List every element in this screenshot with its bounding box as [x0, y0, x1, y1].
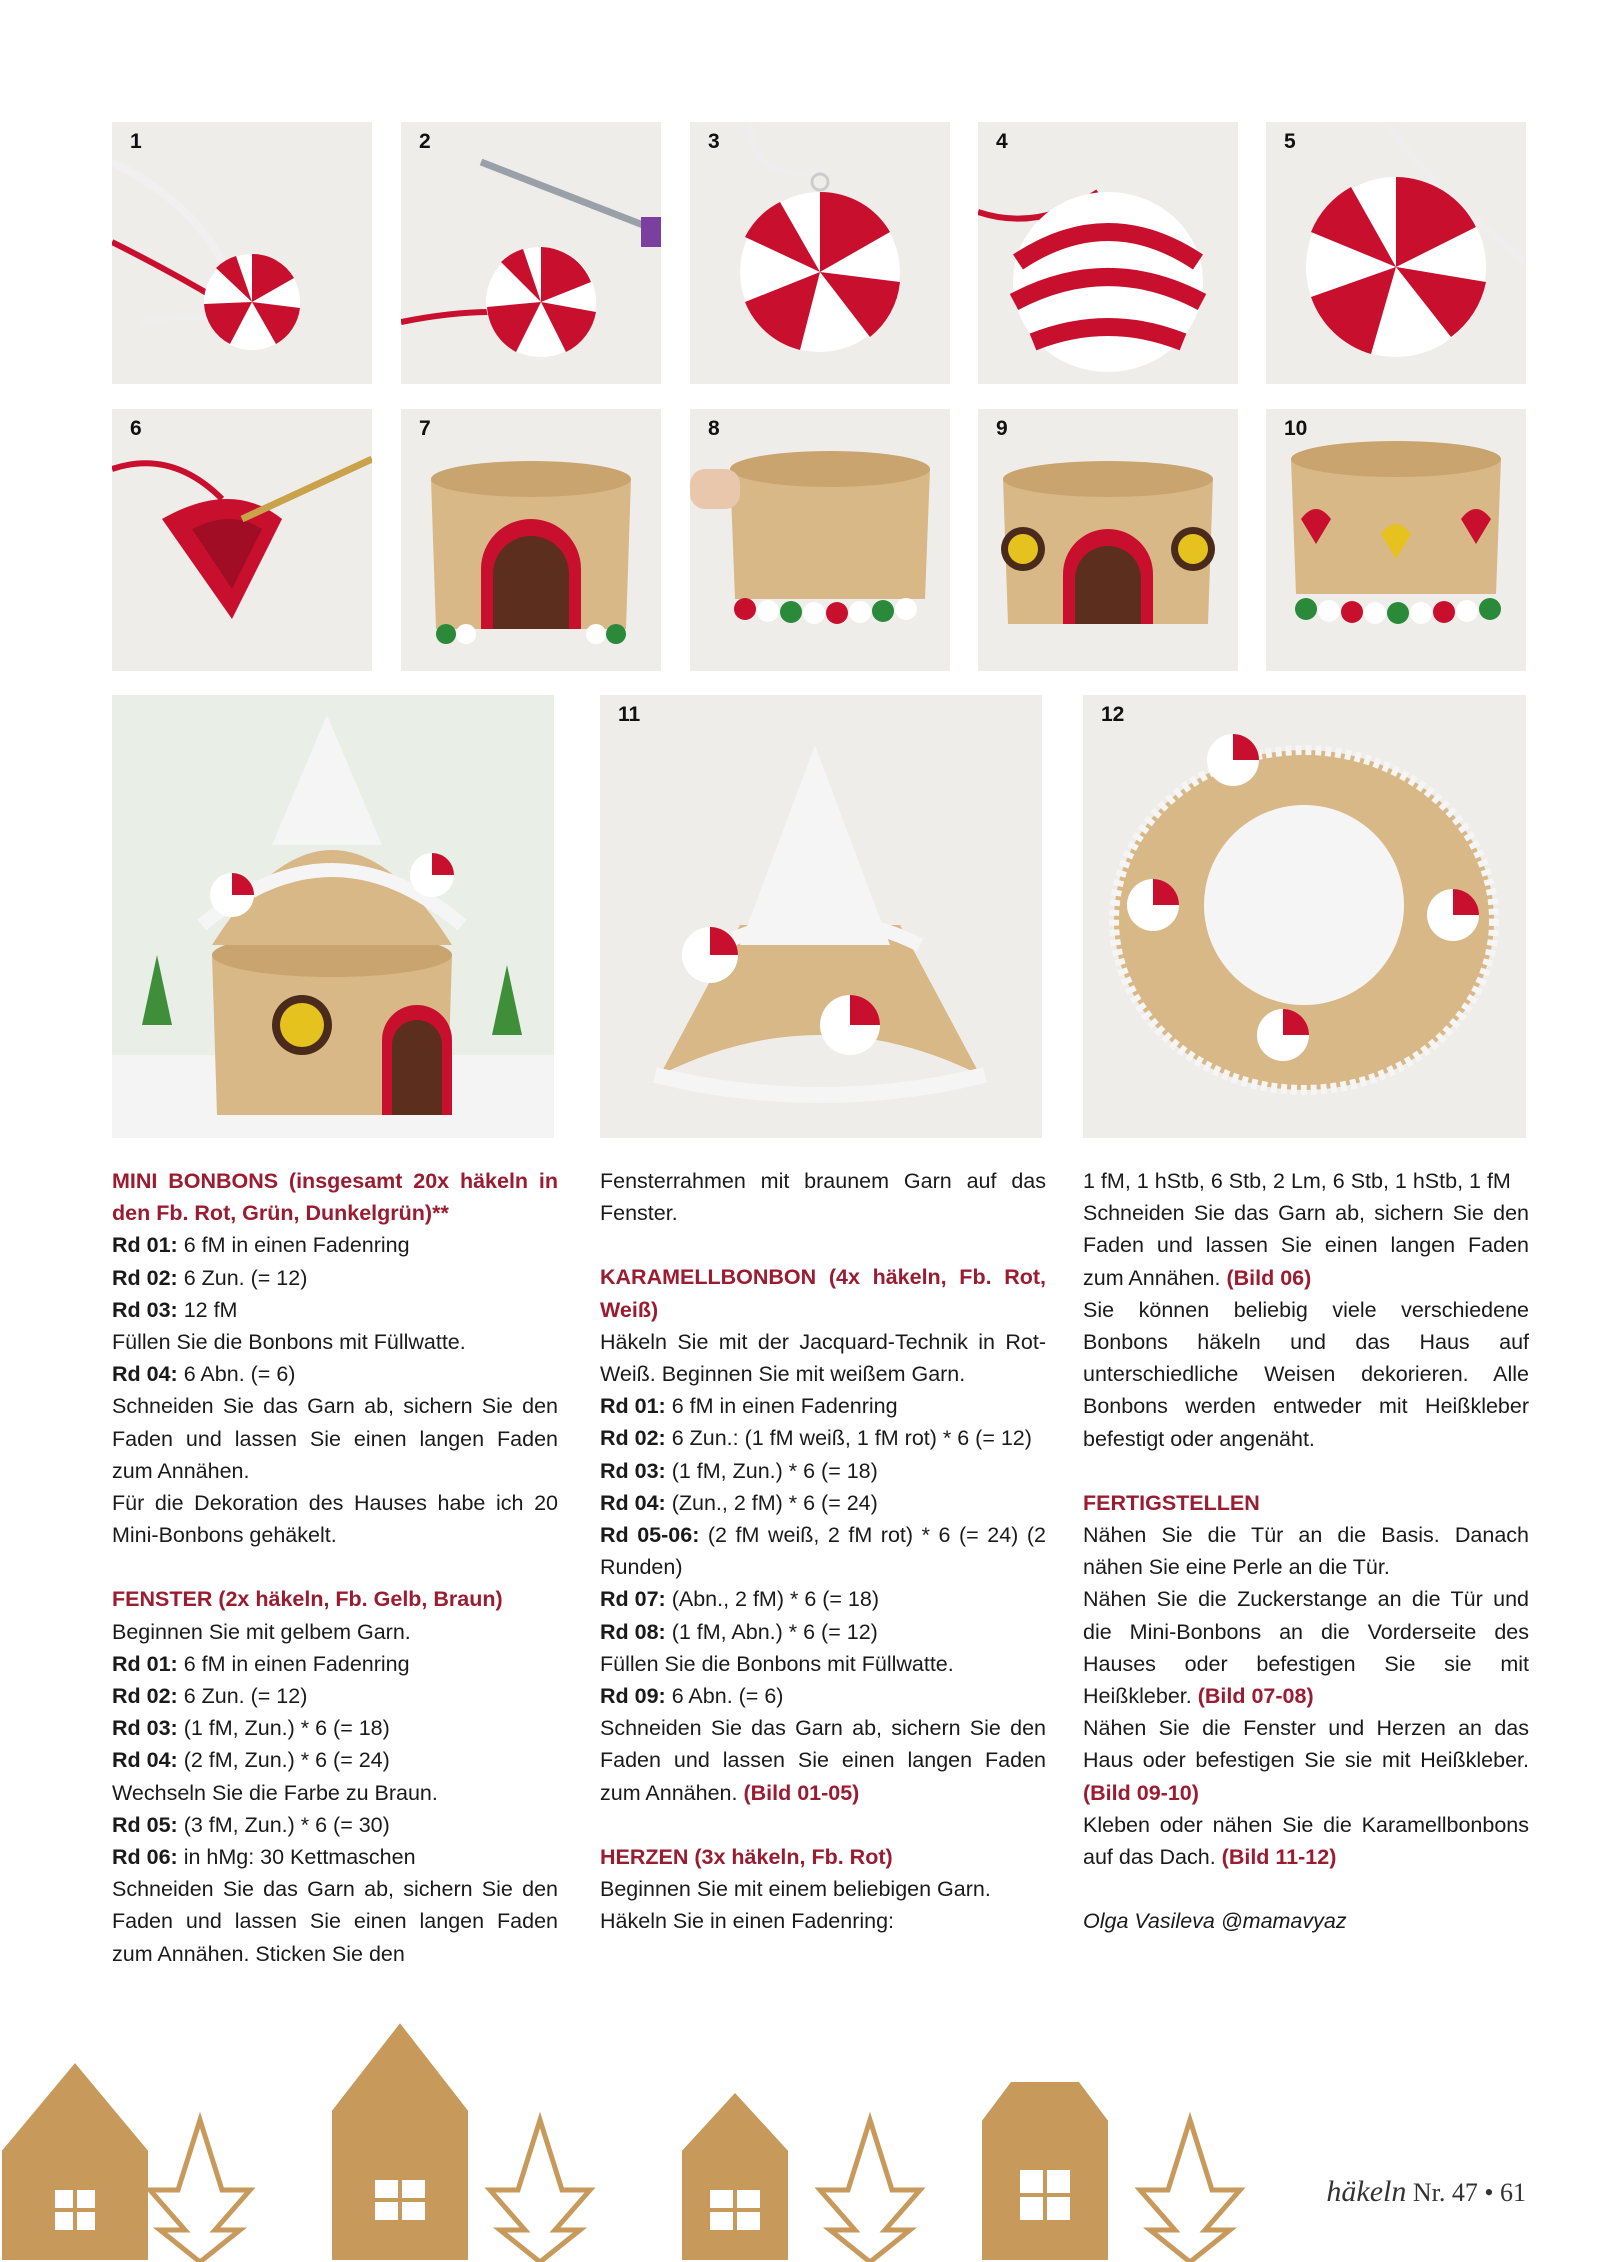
instruction-text: Füllen Sie die Bonbons mit Füllwatte.: [112, 1330, 466, 1355]
photo-main: [112, 695, 554, 1138]
photo-3: [690, 122, 950, 384]
photo-number: 8: [708, 417, 720, 440]
instruction-row: Rd 04: (Zun., 2 fM) * 6 (= 24): [600, 1490, 878, 1515]
instruction-row: Rd 07: (Abn., 2 fM) * 6 (= 18): [600, 1587, 880, 1612]
image-reference: (Bild 06): [1226, 1265, 1312, 1290]
instruction-text: Schneiden Sie das Garn ab, sichern Sie den Faden und lassen Sie einen langen Faden zum Annähen. Sticken Sie den: [112, 1877, 558, 1966]
photo-7: [401, 409, 661, 671]
base-windows-image: [978, 409, 1238, 671]
photo-number: 3: [708, 130, 720, 153]
photo-2: [401, 122, 661, 384]
candy-round-image: [690, 122, 950, 384]
photo-4: [978, 122, 1238, 384]
instruction-row: Rd 03: (1 fM, Zun.) * 6 (= 18): [112, 1716, 390, 1741]
photo-number: 5: [1284, 130, 1296, 153]
photo-number: 1: [130, 130, 142, 153]
candy-finished-image: [1266, 122, 1526, 384]
photo-6: [112, 409, 372, 671]
instruction-text: Häkeln Sie in einen Fadenring:: [600, 1909, 895, 1934]
instruction-row: Rd 02: 6 Zun. (= 12): [112, 1265, 308, 1290]
instruction-row: Rd 01: 6 fM in einen Fadenring: [600, 1394, 898, 1419]
image-reference: (Bild 01-05): [743, 1780, 860, 1805]
instruction-row: Rd 01: 6 fM in einen Fadenring: [112, 1651, 410, 1676]
page-number: 61: [1500, 2178, 1526, 2207]
roof-top-image: [1083, 695, 1526, 1138]
photo-10: [1266, 409, 1526, 671]
section-heading-mini-bonbons: MINI BONBONS (insgesamt 20x häkeln in den Fb. Rot, Grün, Dunkelgrün)**: [112, 1169, 558, 1226]
instruction-row: Rd 04: 6 Abn. (= 6): [112, 1362, 296, 1387]
instruction-row: Rd 03: (1 fM, Zun.) * 6 (= 18): [600, 1458, 878, 1483]
image-reference: (Bild 07-08): [1197, 1684, 1314, 1709]
photo-9: [978, 409, 1238, 671]
photo-number: 9: [996, 417, 1008, 440]
instruction-text: Nähen Sie die Fenster und Herzen an das Haus oder befestigen Sie sie mit Heißkleber. (Bild 09-10): [1083, 1716, 1529, 1805]
instruction-text: Kleben oder nähen Sie die Karamellbonbons auf das Dach. (Bild 11-12): [1083, 1812, 1529, 1870]
photo-number: 2: [419, 130, 431, 153]
instruction-row: Rd 02: 6 Zun. (= 12): [112, 1684, 308, 1709]
section-heading-karamellbonbon: KARAMELLBONBON (4x häkeln, Fb. Rot, Weiß): [600, 1265, 1046, 1322]
photo-12: [1083, 695, 1526, 1138]
gingerbread-border-illustration: [0, 2000, 1300, 2262]
instruction-row: Rd 05: (3 fM, Zun.) * 6 (= 30): [112, 1812, 390, 1837]
base-door-image: [401, 409, 661, 671]
instruction-row: Rd 02: 6 Zun.: (1 fM weiß, 1 fM rot) * 6 (= 12): [600, 1426, 1032, 1451]
page-footer: [1326, 2175, 1526, 2209]
instruction-text: Für die Dekoration des Hauses habe ich 20 Mini-Bonbons gehäkelt.: [112, 1491, 558, 1548]
photo-11: [600, 695, 1042, 1138]
instruction-row: Rd 01: 6 fM in einen Fadenring: [112, 1233, 410, 1258]
instruction-row: Rd 06: in hMg: 30 Kettmaschen: [112, 1845, 416, 1870]
instruction-text: Schneiden Sie das Garn ab, sichern Sie den Faden und lassen Sie einen langen Faden zum Annähen. (Bild 06): [1083, 1201, 1529, 1290]
instruction-row: Rd 05-06: (2 fM weiß, 2 fM rot) * 6 (= 24) (2 Runden): [600, 1523, 1046, 1580]
instruction-text: Beginnen Sie mit einem beliebigen Garn.: [600, 1877, 991, 1902]
roof-side-image: [600, 695, 1042, 1138]
photo-number: 10: [1284, 417, 1308, 440]
footer-bullet: •: [1484, 2178, 1494, 2207]
candy-hook-image: [401, 122, 661, 384]
column-3: [1083, 1165, 1529, 1937]
candy-start-image: [112, 122, 372, 384]
heart-image: [112, 409, 372, 671]
photo-1: [112, 122, 372, 384]
image-reference: (Bild 11-12): [1221, 1845, 1337, 1870]
instruction-text: 1 fM, 1 hStb, 6 Stb, 2 Lm, 6 Stb, 1 hStb, 1 fM: [1083, 1169, 1511, 1193]
instruction-text: Sie können beliebig viele verschiedene Bonbons häkeln und das Haus auf unterschiedliche Weisen dekorieren. Alle Bonbons werden entweder mit Heißkleber befestigt oder angenäht.: [1083, 1297, 1529, 1451]
instruction-text: Füllen Sie die Bonbons mit Füllwatte.: [600, 1651, 954, 1676]
instruction-text: Häkeln Sie mit der Jacquard-Technik in Rot-Weiß. Beginnen Sie mit weißem Garn.: [600, 1329, 1046, 1387]
section-heading-fertigstellen: FERTIGSTELLEN: [1083, 1490, 1260, 1515]
photo-number: 12: [1101, 703, 1125, 726]
magazine-name: häkeln: [1326, 2175, 1407, 2208]
image-reference: (Bild 09-10): [1083, 1780, 1199, 1805]
column-1: [112, 1165, 558, 1970]
section-heading-herzen: HERZEN (3x häkeln, Fb. Rot): [600, 1844, 893, 1869]
photo-number: 4: [996, 130, 1008, 153]
photo-number: 11: [618, 703, 641, 726]
instruction-text: Schneiden Sie das Garn ab, sichern Sie den Faden und lassen Sie einen langen Faden zum Annähen.: [112, 1394, 558, 1483]
instruction-text: Fensterrahmen mit braunem Garn auf das Fenster.: [600, 1169, 1046, 1226]
section-heading-fenster: FENSTER (2x häkeln, Fb. Gelb, Braun): [112, 1587, 503, 1612]
instruction-row: Rd 04: (2 fM, Zun.) * 6 (= 24): [112, 1748, 390, 1773]
author-signature: Olga Vasileva @mamavyaz: [1083, 1909, 1347, 1934]
gingerbread-house-image: [112, 695, 554, 1138]
column-2: [600, 1165, 1046, 1937]
photo-8: [690, 409, 950, 671]
instruction-row: Rd 09: 6 Abn. (= 6): [600, 1684, 784, 1709]
instruction-text: Schneiden Sie das Garn ab, sichern Sie den Faden und lassen Sie einen langen Faden zum Annähen. (Bild 01-05): [600, 1716, 1046, 1805]
base-hearts-image: [1266, 409, 1526, 671]
photo-5: [1266, 122, 1526, 384]
candy-ball-image: [978, 122, 1238, 384]
instruction-text: Wechseln Sie die Farbe zu Braun.: [112, 1780, 438, 1805]
instruction-text: Beginnen Sie mit gelbem Garn.: [112, 1619, 411, 1644]
photo-number: 6: [130, 417, 142, 440]
instruction-text: Nähen Sie die Tür an die Basis. Danach nähen Sie eine Perle an die Tür.: [1083, 1523, 1529, 1580]
base-bonbons-image: [690, 409, 950, 671]
issue-number: Nr. 47: [1412, 2178, 1478, 2207]
instruction-row: Rd 03: 12 fM: [112, 1297, 238, 1322]
instruction-row: Rd 08: (1 fM, Abn.) * 6 (= 12): [600, 1619, 878, 1644]
photo-number: 7: [419, 417, 431, 440]
instruction-text: Nähen Sie die Zuckerstange an die Tür und die Mini-Bonbons an die Vorderseite des Hauses oder befestigen Sie sie mit Heißkleber. (Bild 07-08): [1083, 1587, 1529, 1709]
